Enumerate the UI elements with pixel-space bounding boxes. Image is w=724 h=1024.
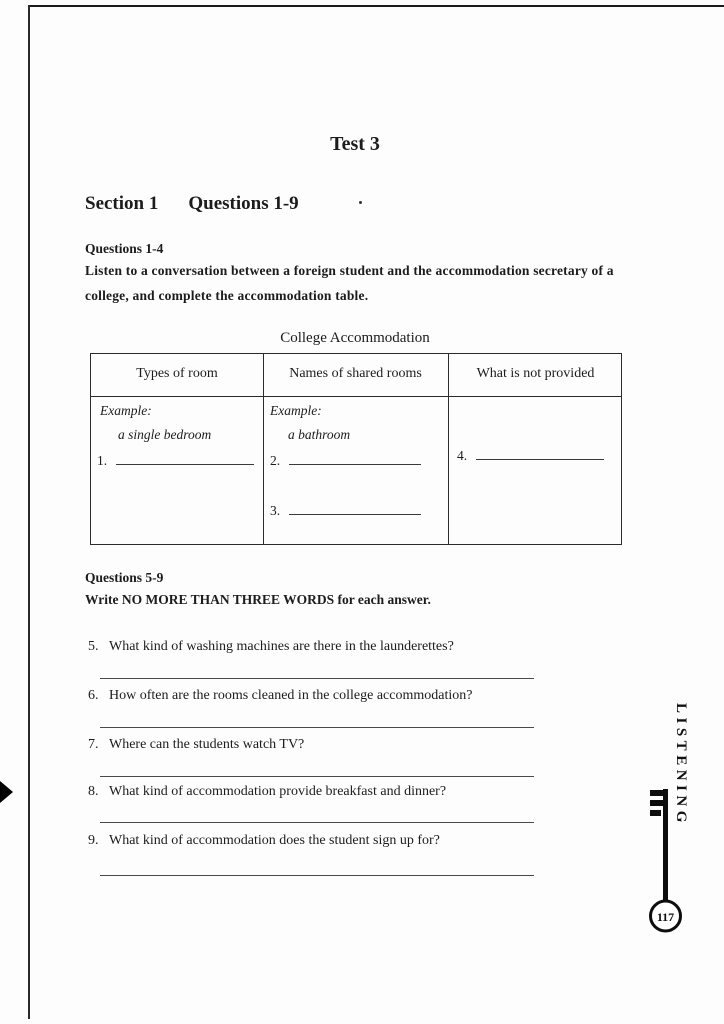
key-icon — [645, 786, 687, 938]
questions-1-4-heading: Questions 1-4 — [85, 241, 164, 256]
table-header-divider — [91, 396, 621, 397]
answer-line-5 — [100, 678, 534, 679]
table-header-shared-rooms: Names of shared rooms — [289, 366, 422, 381]
answer-blank-2 — [289, 452, 421, 465]
question-5-number: 5. — [88, 639, 99, 654]
questions-5-9-instruction: Write NO MORE THAN THREE WORDS for each answer. — [85, 592, 431, 607]
question-9-text: What kind of accommodation does the student sign up for? — [109, 833, 440, 848]
answer-blank-row-3 — [270, 502, 421, 519]
question-6-number: 6. — [88, 688, 99, 703]
question-9 — [88, 833, 558, 849]
question-2-number: 2. — [270, 453, 281, 468]
answer-line-8 — [100, 822, 534, 823]
section-question-range: Questions 1-9 — [188, 193, 299, 214]
example-label-col2: Example: — [270, 403, 322, 418]
answer-line-7 — [100, 776, 534, 777]
example-label-col1: Example: — [100, 403, 152, 418]
table-column-divider-1 — [263, 354, 264, 544]
question-4-number: 4. — [457, 448, 468, 463]
page-number: 117 — [656, 910, 675, 924]
question-6 — [88, 688, 558, 704]
table-header-types-of-room: Types of room — [136, 366, 218, 381]
answer-blank-row-1 — [97, 452, 254, 469]
example-value-col2: a bathroom — [288, 427, 351, 442]
question-5 — [88, 639, 558, 655]
questions-1-4-instruction-line2: college, and complete the accommodation table. — [85, 288, 369, 303]
questions-5-9-heading: Questions 5-9 — [85, 570, 164, 585]
question-5-text: What kind of washing machines are there in the launderettes? — [109, 639, 454, 654]
answer-line-9 — [100, 875, 534, 876]
question-7-text: Where can the students watch TV? — [109, 737, 305, 752]
table-header-not-provided: What is not provided — [476, 366, 595, 381]
stray-ink-dot — [359, 201, 362, 204]
answer-blank-4 — [476, 447, 604, 460]
question-3-number: 3. — [270, 503, 281, 518]
question-1-number: 1. — [97, 453, 108, 468]
question-8-number: 8. — [88, 784, 99, 799]
scan-edge-top-line — [28, 5, 724, 7]
section-heading — [85, 193, 299, 215]
answer-blank-1 — [116, 452, 254, 465]
example-value-col1: a single bedroom — [118, 427, 212, 442]
question-8 — [88, 784, 558, 800]
answer-line-6 — [100, 727, 534, 728]
answer-blank-row-2 — [270, 452, 421, 469]
accommodation-table — [90, 353, 622, 545]
question-8-text: What kind of accommodation provide breakfast and dinner? — [109, 784, 447, 799]
answer-blank-row-4 — [457, 447, 604, 464]
table-column-divider-2 — [448, 354, 449, 544]
answer-blank-3 — [289, 502, 421, 515]
question-7 — [88, 737, 558, 753]
section-label: Section 1 — [85, 193, 159, 214]
page-title: Test 3 — [330, 133, 380, 155]
question-7-number: 7. — [88, 737, 99, 752]
question-6-text: How often are the rooms cleaned in the college accommodation? — [109, 688, 473, 703]
listening-side-label: LISTENING — [673, 703, 689, 827]
accommodation-table-caption: College Accommodation — [280, 330, 430, 346]
question-9-number: 9. — [88, 833, 99, 848]
scan-edge-left-line — [28, 5, 30, 1019]
questions-1-4-instruction-line1: Listen to a conversation between a foreign student and the accommodation secretary of a — [85, 263, 614, 278]
left-edge-triangle-marker — [0, 781, 13, 803]
